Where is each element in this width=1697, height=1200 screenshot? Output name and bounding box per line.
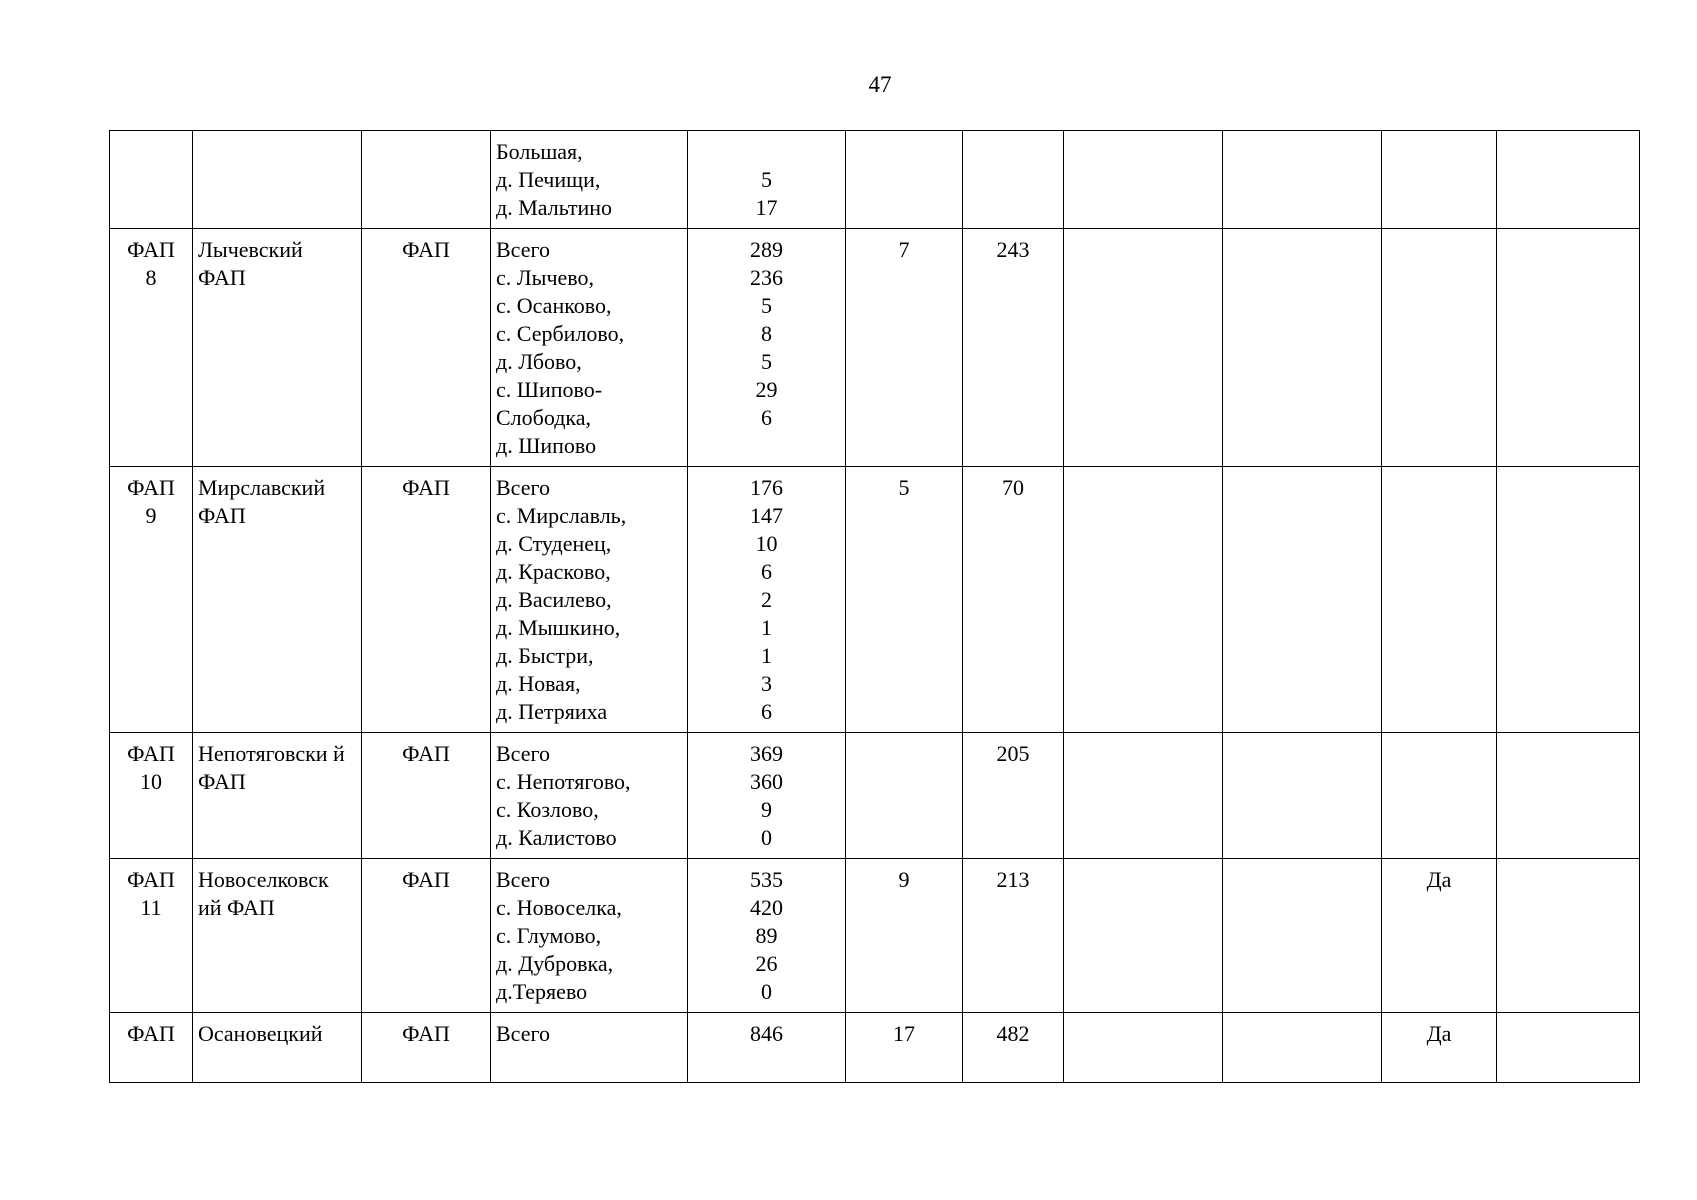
facility-name-cell — [193, 733, 362, 859]
settlement-name: с. Непотягово, — [496, 769, 631, 794]
value-cell-c7 — [963, 859, 1064, 1013]
value-cell-c11 — [1497, 131, 1640, 229]
value-cell-c8 — [1064, 131, 1223, 229]
value-cell-c11 — [1497, 229, 1640, 467]
settlements-cell — [491, 1013, 688, 1083]
facility-type: ФАП — [402, 475, 450, 500]
facility-code-line: ФАП — [127, 475, 175, 500]
population-value: 6 — [761, 699, 772, 724]
facility-type: ФАП — [402, 1021, 450, 1046]
population-value: 9 — [761, 797, 772, 822]
settlements-cell — [491, 733, 688, 859]
population-value: 535 — [750, 867, 783, 892]
facility-code-cell — [110, 733, 193, 859]
settlement-name: д. Новая, — [496, 671, 581, 696]
value-cell-c7 — [963, 131, 1064, 229]
value-cell-c6 — [846, 131, 963, 229]
value-cell-c8 — [1064, 229, 1223, 467]
settlements-cell — [491, 467, 688, 733]
facility-type: ФАП — [402, 867, 450, 892]
settlement-name: д. Мышкино, — [496, 615, 621, 640]
facility-code-line — [115, 1048, 187, 1076]
value-cell-c7 — [963, 733, 1064, 859]
population-value: 0 — [761, 979, 772, 1004]
settlement-name: Всего — [496, 237, 550, 262]
population-cell — [688, 229, 846, 467]
population-value: 369 — [750, 741, 783, 766]
facility-type-cell — [362, 859, 491, 1013]
population-value: 1 — [761, 615, 772, 640]
settlements-cell — [491, 859, 688, 1013]
facility-code-cell — [110, 859, 193, 1013]
value-cell-c11 — [1497, 859, 1640, 1013]
facility-code-cell — [110, 1013, 193, 1083]
facility-code-line: ФАП — [127, 237, 175, 262]
facility-type: ФАП — [402, 237, 450, 262]
settlement-name: с. Новоселка, — [496, 895, 622, 920]
facility-code-line: 8 — [145, 265, 157, 290]
facility-name-cell — [193, 131, 362, 229]
value-cell-c10 — [1382, 131, 1497, 229]
value-cell-c9 — [1223, 733, 1382, 859]
cell-value: 70 — [1002, 475, 1024, 500]
facility-name: Мирславский ФАП — [198, 475, 326, 528]
table-row — [110, 859, 1640, 1013]
settlement-name: д. Лбово, — [496, 349, 582, 374]
value-cell-c6 — [846, 1013, 963, 1083]
cell-value: 7 — [898, 237, 910, 262]
settlement-name: Слободка, — [496, 405, 592, 430]
facility-name-cell — [193, 859, 362, 1013]
facility-type: ФАП — [402, 741, 450, 766]
value-cell-c8 — [1064, 467, 1223, 733]
value-cell-c10 — [1382, 467, 1497, 733]
value-cell-c11 — [1497, 467, 1640, 733]
population-value: 10 — [755, 531, 778, 556]
population-value: 289 — [750, 237, 783, 262]
value-cell-c7 — [963, 229, 1064, 467]
settlement-name: Большая, — [496, 139, 583, 164]
value-cell-c6 — [846, 229, 963, 467]
cell-value: 9 — [898, 867, 910, 892]
population-value: 89 — [755, 923, 778, 948]
settlement-name: с. Осанково, — [496, 293, 612, 318]
settlement-name: с. Козлово, — [496, 797, 599, 822]
population-value: 360 — [750, 769, 783, 794]
population-value: 5 — [761, 349, 772, 374]
settlements-cell — [491, 229, 688, 467]
settlement-name: д.Теряево — [496, 979, 588, 1004]
value-cell-c9 — [1223, 859, 1382, 1013]
population-cell — [688, 733, 846, 859]
population-value: 5 — [761, 293, 772, 318]
settlement-name: д. Петряиха — [496, 699, 608, 724]
cell-value: 482 — [996, 1021, 1030, 1046]
population-value: 1 — [761, 643, 772, 668]
settlement-name: д. Мальтино — [496, 195, 613, 220]
population-value: 3 — [761, 671, 772, 696]
population-value: 8 — [761, 321, 772, 346]
table-row — [110, 131, 1640, 229]
population-value: 6 — [761, 559, 772, 584]
facility-type-cell — [362, 1013, 491, 1083]
value-cell-c8 — [1064, 859, 1223, 1013]
cell-value: Да — [1426, 867, 1452, 892]
population-value: 17 — [755, 195, 778, 220]
population-value: 6 — [761, 405, 772, 430]
facility-name-cell — [193, 229, 362, 467]
settlement-name: Всего — [496, 867, 550, 892]
table-body — [110, 131, 1640, 1083]
cell-value: 205 — [996, 741, 1030, 766]
value-cell-c8 — [1064, 1013, 1223, 1083]
facility-name: Лычевский ФАП — [198, 237, 303, 290]
facility-code-line — [115, 138, 187, 166]
population-value: 2 — [761, 587, 772, 612]
facility-type-cell — [362, 733, 491, 859]
value-cell-c11 — [1497, 733, 1640, 859]
facility-code-cell — [110, 229, 193, 467]
settlement-name: с. Лычево, — [496, 265, 595, 290]
facility-code-line: 9 — [145, 503, 157, 528]
value-cell-c6 — [846, 859, 963, 1013]
facility-name: Новоселковск ий ФАП — [198, 867, 329, 920]
settlement-name: Всего — [496, 475, 550, 500]
settlement-name: с. Сербилово, — [496, 321, 625, 346]
facility-code-line: 10 — [140, 769, 162, 794]
settlement-name: д. Калистово — [496, 825, 617, 850]
value-cell-c7 — [963, 467, 1064, 733]
facility-type-cell — [362, 467, 491, 733]
value-cell-c6 — [846, 467, 963, 733]
settlements-cell — [491, 131, 688, 229]
settlement-name: д. Печищи, — [496, 167, 601, 192]
population-cell — [688, 859, 846, 1013]
settlement-name: с. Глумово, — [496, 923, 602, 948]
facility-name-cell — [193, 467, 362, 733]
population-value: 0 — [761, 825, 772, 850]
facility-name-cell — [193, 1013, 362, 1083]
population-value — [693, 138, 840, 166]
value-cell-c6 — [846, 733, 963, 859]
population-cell — [688, 131, 846, 229]
table-row — [110, 733, 1640, 859]
settlement-name: Всего — [496, 1021, 550, 1046]
settlement-name: д. Студенец, — [496, 531, 612, 556]
settlement-name: Всего — [496, 741, 550, 766]
population-value: 236 — [750, 265, 783, 290]
settlement-name: д. Дубровка, — [496, 951, 614, 976]
settlement-name: с. Шипово- — [496, 377, 603, 402]
population-value: 5 — [761, 167, 772, 192]
population-value: 846 — [750, 1021, 783, 1046]
population-cell — [688, 467, 846, 733]
value-cell-c10 — [1382, 733, 1497, 859]
value-cell-c11 — [1497, 1013, 1640, 1083]
value-cell-c9 — [1223, 1013, 1382, 1083]
facility-code-line: ФАП — [127, 1021, 175, 1046]
value-cell-c9 — [1223, 229, 1382, 467]
value-cell-c9 — [1223, 467, 1382, 733]
facilities-table — [109, 130, 1640, 1083]
cell-value: 243 — [996, 237, 1030, 262]
facility-name: Осановецкий — [198, 1021, 323, 1046]
cell-value: 5 — [898, 475, 910, 500]
population-value: 29 — [755, 377, 778, 402]
table-row — [110, 1013, 1640, 1083]
facility-type-cell — [362, 131, 491, 229]
cell-value: 213 — [996, 867, 1030, 892]
settlement-name: д. Красково, — [496, 559, 611, 584]
table-row — [110, 229, 1640, 467]
settlement-name: д. Шипово — [496, 433, 597, 458]
facility-code-line: ФАП — [127, 867, 175, 892]
facility-type-cell — [362, 229, 491, 467]
facility-code-line — [115, 166, 187, 194]
facility-code-line: 11 — [140, 895, 162, 920]
population-value: 147 — [750, 503, 783, 528]
value-cell-c7 — [963, 1013, 1064, 1083]
value-cell-c10 — [1382, 1013, 1497, 1083]
table-row — [110, 467, 1640, 733]
value-cell-c10 — [1382, 859, 1497, 1013]
settlement-name: с. Мирславль, — [496, 503, 627, 528]
value-cell-c8 — [1064, 733, 1223, 859]
settlement-name: д. Василево, — [496, 587, 612, 612]
facility-code-cell — [110, 467, 193, 733]
population-value: 176 — [750, 475, 783, 500]
facility-name: Непотяговски й ФАП — [198, 741, 345, 794]
value-cell-c9 — [1223, 131, 1382, 229]
cell-value: 17 — [893, 1021, 915, 1046]
page-number: 47 — [868, 72, 892, 97]
population-value: 26 — [755, 951, 778, 976]
population-value: 420 — [750, 895, 783, 920]
value-cell-c10 — [1382, 229, 1497, 467]
facility-code-cell — [110, 131, 193, 229]
population-cell — [688, 1013, 846, 1083]
cell-value: Да — [1426, 1021, 1452, 1046]
settlement-name: д. Быстри, — [496, 643, 594, 668]
facility-code-line: ФАП — [127, 741, 175, 766]
